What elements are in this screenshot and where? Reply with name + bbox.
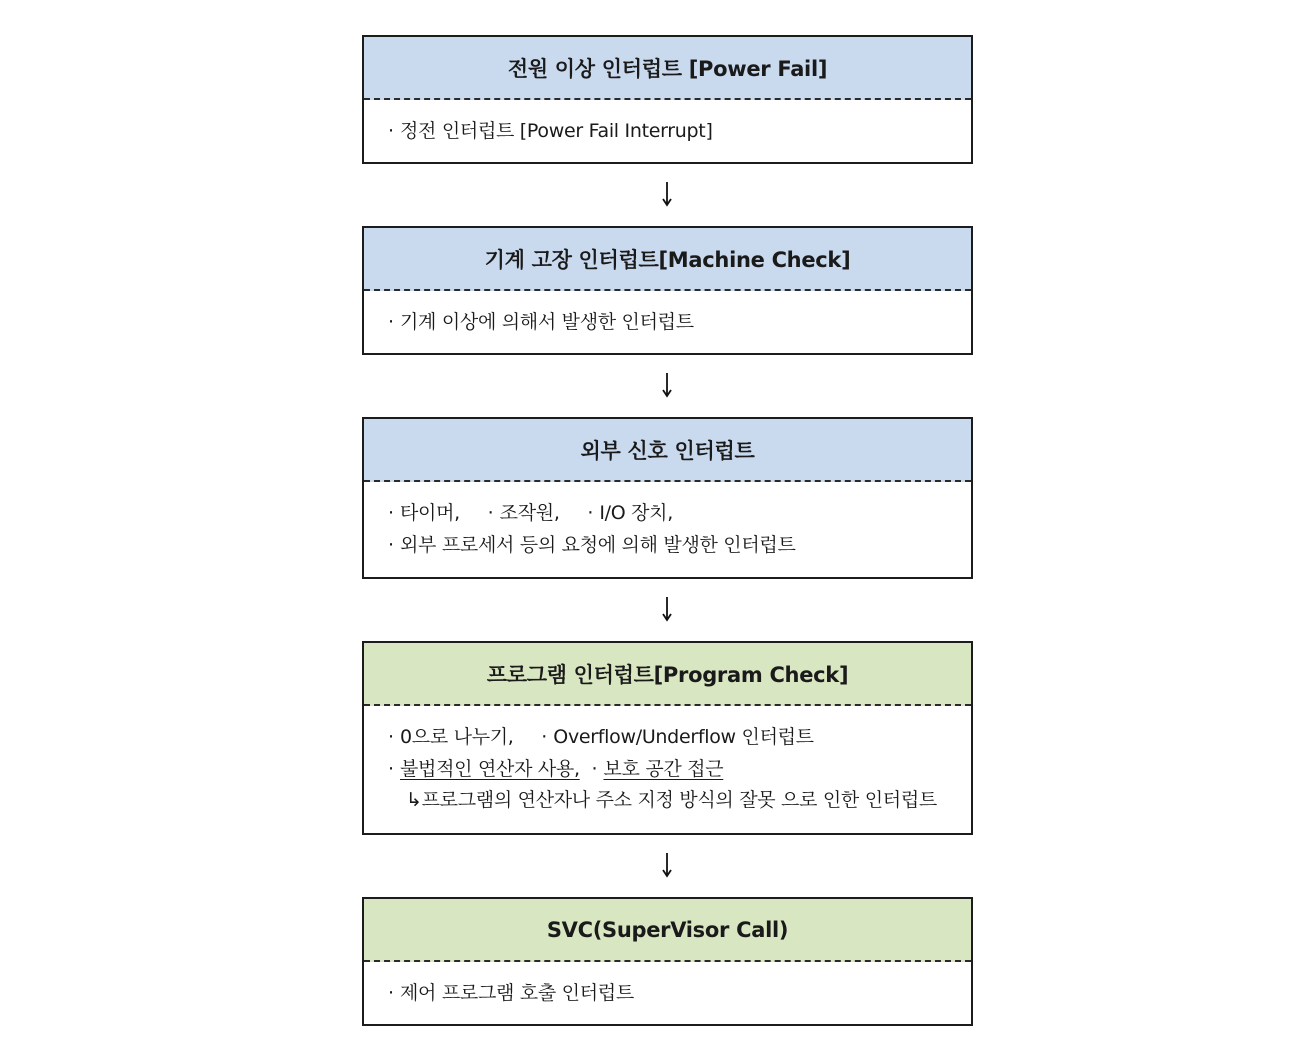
bullet-icon: · — [541, 726, 548, 748]
bullet-icon: · — [388, 502, 394, 524]
note: ↳프로그램의 연산자나 주소 지정 방식의 잘못 으로 인한 인터럽트 — [388, 785, 947, 817]
list-item: · 타이머, · 조작원, · I/O 장치, — [388, 498, 947, 530]
svc-header: SVC(SuperVisor Call) — [364, 899, 971, 962]
external-signal-box — [362, 417, 973, 579]
arrow-down-icon — [659, 372, 675, 398]
list-item: · 외부 프로세서 등의 요청에 의해 발생한 인터럽트 — [388, 530, 947, 562]
bullet-icon: · — [388, 982, 394, 1004]
power-fail-header: 전원 이상 인터럽트 [Power Fail] — [364, 37, 971, 100]
program-check-header: 프로그램 인터럽트[Program Check] — [364, 643, 971, 706]
arrow-down-icon — [659, 181, 675, 207]
svc-box — [362, 897, 973, 1026]
machine-check-header: 기계 고장 인터럽트[Machine Check] — [364, 228, 971, 291]
list-item: · 0으로 나누기, · Overflow/Underflow 인터럽트 — [388, 722, 947, 754]
arrow-down-icon — [659, 852, 675, 878]
svc-body — [364, 962, 971, 1010]
machine-check-body — [364, 291, 971, 339]
arrow-down-icon — [659, 596, 675, 622]
list-item: · 정전 인터럽트 [Power Fail Interrupt] — [388, 116, 947, 148]
list-item: · 불법적인 연산자 사용, · 보호 공간 접근 — [388, 754, 947, 786]
bullet-icon: · — [388, 726, 394, 748]
external-signal-header: 외부 신호 인터럽트 — [364, 419, 971, 482]
list-item: · 제어 프로그램 호출 인터럽트 — [388, 978, 947, 1010]
power-fail-body — [364, 100, 971, 148]
bullet-icon: · — [587, 502, 594, 524]
bullet-icon: · — [388, 311, 394, 333]
bullet-icon: · — [487, 502, 494, 524]
program-check-body — [364, 706, 971, 817]
bullet-icon: · — [388, 757, 394, 780]
machine-check-box — [362, 226, 973, 355]
power-fail-box — [362, 35, 973, 164]
list-item: · 기계 이상에 의해서 발생한 인터럽트 — [388, 307, 947, 339]
bullet-icon: · — [388, 533, 394, 556]
program-check-box — [362, 641, 973, 835]
hook-arrow-icon: ↳ — [406, 789, 422, 811]
bullet-icon: · — [388, 120, 394, 142]
external-signal-body — [364, 482, 971, 561]
bullet-icon: · — [591, 757, 598, 780]
